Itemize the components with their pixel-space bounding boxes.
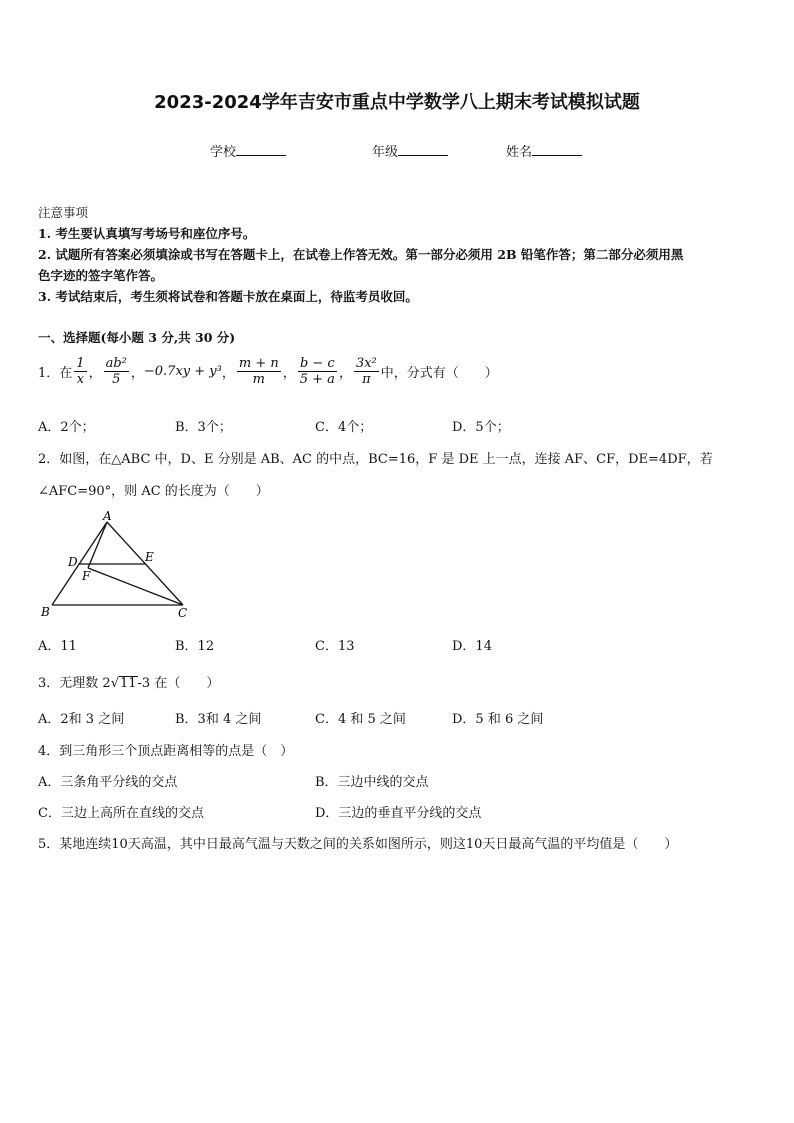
q1-sep: ， [338, 366, 352, 381]
q2-text-line-1: 2．如图，在△ABC 中，D、E 分别是 AB、AC 的中点，BC=16，F 是 DE 上一点，连接 AF、CF，DE=4DF，若 [38, 452, 713, 467]
q2-option-d[interactable]: D．14 [452, 639, 492, 654]
q1-option-b[interactable]: B．3个； [175, 420, 232, 435]
label-d: D [68, 555, 78, 569]
q1-sep: ， [282, 366, 296, 381]
q1-fraction-6: $\frac{\text{3x²}}{\pi}$ [355, 356, 377, 387]
notice-heading: 注意事项 [38, 205, 89, 220]
q3-option-c[interactable]: C．4 和 5 之间 [315, 712, 406, 727]
q2-triangle-figure [36, 508, 206, 623]
q3-suffix: -3 在（ ） [137, 676, 220, 691]
q4-option-a[interactable]: A．三条角平分线的交点 [38, 775, 178, 790]
q4-option-b[interactable]: B．三边中线的交点 [315, 775, 429, 790]
question-3 [38, 672, 219, 691]
q2-option-b[interactable]: B．12 [175, 639, 215, 654]
q3-option-d[interactable]: D．5 和 6 之间 [452, 712, 544, 727]
q1-option-c[interactable]: C．4个； [315, 420, 373, 435]
label-b: B [41, 605, 50, 619]
q3-option-a[interactable]: A．2和 3 之间 [38, 712, 125, 727]
q1-option-d[interactable]: D．5个； [452, 420, 510, 435]
q1-sep: ， [130, 366, 144, 381]
notice-item-1: 1. 考生要认真填写考场号和座位序号。 [38, 226, 256, 241]
q1-fraction-4: $\frac{m + n}{m}$ [238, 356, 279, 387]
name-label: 姓名 [506, 145, 533, 160]
segment-cf [88, 568, 183, 605]
notice-item-3: 3. 考试结束后，考生须将试卷和答题卡放在桌面上，待监考员收回。 [38, 289, 418, 304]
school-blank [236, 143, 286, 156]
exam-title: 2023-2024学年吉安市重点中学数学八上期末考试模拟试题 [154, 92, 640, 113]
q1-sep: ， [88, 366, 102, 381]
grade-label: 年级 [372, 145, 399, 160]
q2-option-c[interactable]: C．13 [315, 639, 355, 654]
segment-af [88, 522, 107, 568]
question-5: 5．某地连续10天高温，其中日最高气温与天数之间的关系如图所示，则这10天日最高气温的平均值是（ ） [38, 837, 678, 852]
name-field [506, 141, 582, 160]
label-e: E [145, 550, 154, 564]
notice-item-2b: 色字迹的签字笔作答。 [38, 268, 164, 283]
sqrt-symbol: √ [110, 676, 119, 691]
school-field [210, 141, 286, 160]
q1-sep: ， [221, 366, 235, 381]
name-blank [532, 143, 582, 156]
q1-expression-3: −0.7xy + y³ [143, 364, 222, 379]
label-f: F [82, 569, 91, 583]
notice-item-2a: 2. 试题所有答案必须填涂或书写在答题卡上，在试卷上作答无效。第一部分必须用 2B 铅笔作答；第二部分必须用黑 [38, 247, 684, 262]
grade-field [372, 141, 448, 160]
q1-fraction-2: $\frac{\text{ab²}}{5}$ [105, 356, 127, 387]
q4-option-d[interactable]: D．三边的垂直平分线的交点 [315, 806, 482, 821]
label-a: A [103, 509, 112, 523]
q1-option-a[interactable]: A．2个； [38, 420, 95, 435]
q1-fraction-1: $\frac{1}{x}$ [76, 356, 85, 387]
q4-option-c[interactable]: C．三边上高所在直线的交点 [38, 806, 204, 821]
q3-option-b[interactable]: B．3和 4 之间 [175, 712, 262, 727]
q3-prefix: 3．无理数 2 [38, 676, 111, 691]
q2-option-a[interactable]: A．11 [38, 639, 77, 654]
section-heading: 一、选择题(每小题 3 分,共 30 分) [38, 330, 236, 345]
q1-fraction-5: $\frac{b - c}{5 + a}$ [299, 356, 335, 387]
question-1 [38, 356, 498, 387]
label-c: C [178, 606, 188, 620]
q1-prefix: 1．在 [38, 366, 73, 381]
school-label: 学校 [210, 145, 237, 160]
question-4: 4．到三角形三个顶点距离相等的点是（ ） [38, 744, 294, 759]
q2-text-line-2: ∠AFC=90°，则 AC 的长度为（ ） [38, 484, 269, 499]
grade-blank [398, 143, 448, 156]
q3-radicand: 11 [119, 676, 137, 691]
q1-suffix: 中，分式有（ ） [380, 366, 498, 381]
